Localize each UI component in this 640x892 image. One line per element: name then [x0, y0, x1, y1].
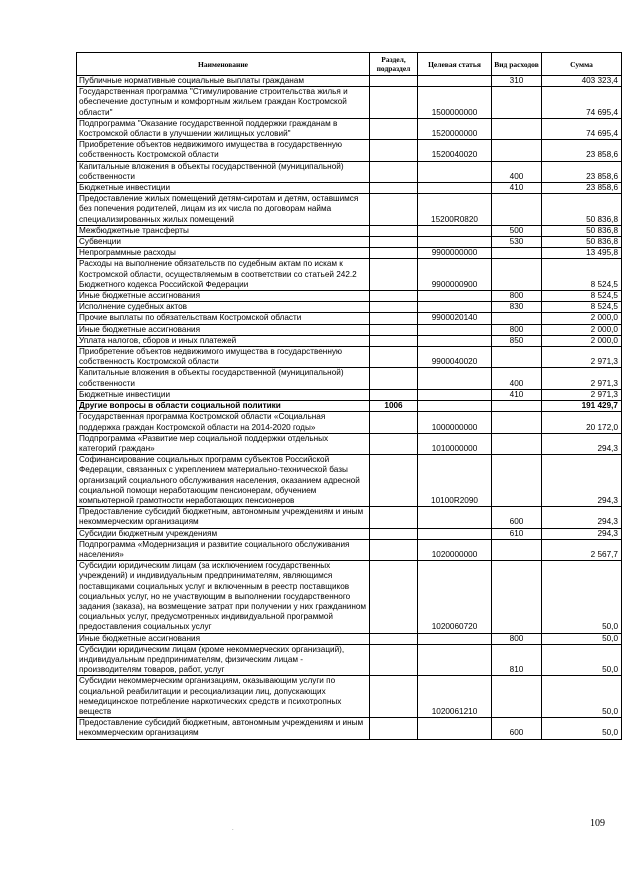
row-section	[370, 644, 418, 676]
row-name: Иные бюджетные ассигнования	[77, 324, 370, 335]
row-sum: 50,0	[542, 644, 622, 676]
table-row	[77, 87, 622, 119]
row-name: Расходы на выполнение обязательств по судебным актам по искам к Костромской области, осуществляемым в соответствии со статьей 242.2 Бюджетного кодекса Российской Федерации	[77, 259, 370, 291]
table-row	[77, 335, 622, 346]
row-section	[370, 455, 418, 507]
row-name: Субсидии некоммерческим организациям, оказывающим услуги по социальной реабилитации и ресоциализации лиц, допускающих немедицинское потребление наркотических средств и психотропных веществ	[77, 676, 370, 718]
table-row	[77, 291, 622, 302]
row-section	[370, 118, 418, 139]
table-row	[77, 248, 622, 259]
row-section	[370, 259, 418, 291]
row-kind: 400	[492, 161, 542, 182]
row-sum: 294,3	[542, 507, 622, 528]
row-kind: 400	[492, 368, 542, 389]
row-sum: 8 524,5	[542, 259, 622, 291]
row-section	[370, 194, 418, 226]
row-name: Приобретение объектов недвижимого имущества в государственную собственность Костромской области	[77, 347, 370, 368]
row-section	[370, 389, 418, 400]
row-target: 1520040020	[418, 140, 492, 161]
row-section	[370, 633, 418, 644]
row-name: Подпрограмма "Оказание государственной поддержки гражданам в Костромской области в улучшении жилищных условий"	[77, 118, 370, 139]
row-section	[370, 324, 418, 335]
row-target: 9900000900	[418, 259, 492, 291]
row-target: 1520000000	[418, 118, 492, 139]
row-section	[370, 225, 418, 236]
row-name: Подпрограмма «Развитие мер социальной поддержки отдельных категорий граждан»	[77, 433, 370, 454]
row-target	[418, 183, 492, 194]
row-kind: 800	[492, 291, 542, 302]
row-name: Приобретение объектов недвижимого имущества в государственную собственность Костромской области	[77, 140, 370, 161]
row-sum: 191 429,7	[542, 401, 622, 412]
row-target	[418, 335, 492, 346]
row-section	[370, 248, 418, 259]
table-row	[77, 183, 622, 194]
row-section	[370, 161, 418, 182]
table-row	[77, 433, 622, 454]
row-sum: 294,3	[542, 455, 622, 507]
table-row	[77, 194, 622, 226]
table-header-row	[77, 53, 622, 76]
row-name: Субсидии бюджетным учреждениям	[77, 528, 370, 539]
row-sum: 50 836,8	[542, 194, 622, 226]
row-name: Иные бюджетные ассигнования	[77, 291, 370, 302]
row-sum: 8 524,5	[542, 302, 622, 313]
row-sum: 50,0	[542, 561, 622, 633]
row-name: Бюджетные инвестиции	[77, 183, 370, 194]
row-kind: 800	[492, 633, 542, 644]
table-row	[77, 633, 622, 644]
row-name: Прочие выплаты по обязательствам Костромской области	[77, 313, 370, 324]
header-target: Целевая статья	[418, 53, 492, 76]
row-section	[370, 528, 418, 539]
table-body	[77, 76, 622, 740]
row-name: Непрограммные расходы	[77, 248, 370, 259]
row-section: 1006	[370, 401, 418, 412]
row-sum: 23 858,6	[542, 183, 622, 194]
row-kind	[492, 118, 542, 139]
row-name: Софинансирование социальных программ субъектов Российской Федерации, связанных с укреплением материально-технической базы организаций социального обслуживания населения, оказанием адресной социальной помощи неработающим пенсионерам, обучением компьютерной грамотности неработающих пенсионеров	[77, 455, 370, 507]
row-kind: 600	[492, 507, 542, 528]
row-sum: 294,3	[542, 433, 622, 454]
row-sum: 2 971,3	[542, 347, 622, 368]
table-row	[77, 302, 622, 313]
row-section	[370, 718, 418, 739]
row-target	[418, 389, 492, 400]
row-target	[418, 718, 492, 739]
budget-table	[76, 52, 622, 740]
row-section	[370, 539, 418, 560]
row-target: 1020061210	[418, 676, 492, 718]
table-row	[77, 140, 622, 161]
row-sum: 23 858,6	[542, 140, 622, 161]
row-kind: 600	[492, 718, 542, 739]
table-row	[77, 324, 622, 335]
row-kind	[492, 539, 542, 560]
table-row	[77, 161, 622, 182]
page-number: 109	[590, 818, 605, 829]
row-target: 1010000000	[418, 433, 492, 454]
row-sum: 74 695,4	[542, 87, 622, 119]
row-target: 15200R0820	[418, 194, 492, 226]
row-target	[418, 324, 492, 335]
row-target: 9900040020	[418, 347, 492, 368]
table-row	[77, 507, 622, 528]
row-section	[370, 183, 418, 194]
row-kind: 310	[492, 76, 542, 87]
row-name: Уплата налогов, сборов и иных платежей	[77, 335, 370, 346]
row-target: 1500000000	[418, 87, 492, 119]
row-sum: 2 000,0	[542, 324, 622, 335]
table-row	[77, 313, 622, 324]
row-target	[418, 302, 492, 313]
row-sum: 2 971,3	[542, 389, 622, 400]
row-section	[370, 412, 418, 433]
row-name: Предоставление жилых помещений детям-сиротам и детям, оставшимся без попечения родителей, лицам из их числа по договорам найма специализированных жилых помещений	[77, 194, 370, 226]
row-kind	[492, 401, 542, 412]
row-sum: 13 495,8	[542, 248, 622, 259]
header-name: Наименование	[77, 53, 370, 76]
table-row	[77, 118, 622, 139]
header-sum: Сумма	[542, 53, 622, 76]
row-target: 10100R2090	[418, 455, 492, 507]
row-kind: 830	[492, 302, 542, 313]
row-section	[370, 676, 418, 718]
row-name: Межбюджетные трансферты	[77, 225, 370, 236]
row-name: Капитальные вложения в объекты государственной (муниципальной) собственности	[77, 161, 370, 182]
table-row	[77, 389, 622, 400]
row-name: Предоставление субсидий бюджетным, автономным учреждениям и иным некоммерческим организациям	[77, 718, 370, 739]
row-sum: 50,0	[542, 676, 622, 718]
row-sum: 294,3	[542, 528, 622, 539]
table-row	[77, 718, 622, 739]
row-target	[418, 644, 492, 676]
table-row	[77, 412, 622, 433]
row-sum: 20 172,0	[542, 412, 622, 433]
row-kind: 500	[492, 225, 542, 236]
row-kind	[492, 347, 542, 368]
header-section: Раздел, подраздел	[370, 53, 418, 76]
row-target: 1000000000	[418, 412, 492, 433]
row-kind: 410	[492, 183, 542, 194]
table-row	[77, 259, 622, 291]
row-section	[370, 302, 418, 313]
row-sum: 50 836,8	[542, 237, 622, 248]
row-section	[370, 433, 418, 454]
row-name: Бюджетные инвестиции	[77, 389, 370, 400]
row-kind: 810	[492, 644, 542, 676]
row-name: Субсидии юридическим лицам (за исключением государственных учреждений) и индивидуальным предпринимателям, являющимся поставщиками социальных услуг и включенным в реестр поставщиков социальных услуг, но не участвующим в выполнении государственного задания (заказа), на возмещение затрат при получении у них гражданином социальных услуг, предусмотренных индивидуальной программой предоставления социальных услуг	[77, 561, 370, 633]
row-kind	[492, 194, 542, 226]
row-section	[370, 87, 418, 119]
row-target	[418, 633, 492, 644]
row-target: 1020060720	[418, 561, 492, 633]
row-kind	[492, 676, 542, 718]
row-name: Субвенции	[77, 237, 370, 248]
row-target	[418, 507, 492, 528]
row-target	[418, 225, 492, 236]
row-sum: 2 567,7	[542, 539, 622, 560]
row-section	[370, 237, 418, 248]
row-section	[370, 76, 418, 87]
table-row	[77, 225, 622, 236]
row-kind	[492, 87, 542, 119]
row-kind	[492, 259, 542, 291]
row-name: Капитальные вложения в объекты государственной (муниципальной) собственности	[77, 368, 370, 389]
row-target	[418, 368, 492, 389]
row-target	[418, 161, 492, 182]
row-name: Исполнение судебных актов	[77, 302, 370, 313]
row-kind	[492, 412, 542, 433]
table-row	[77, 528, 622, 539]
scan-speck: .	[232, 826, 234, 832]
row-kind	[492, 140, 542, 161]
row-kind	[492, 433, 542, 454]
row-target	[418, 291, 492, 302]
row-kind: 800	[492, 324, 542, 335]
row-section	[370, 368, 418, 389]
row-kind: 850	[492, 335, 542, 346]
row-sum: 50,0	[542, 718, 622, 739]
row-sum: 403 323,4	[542, 76, 622, 87]
row-target: 9900000000	[418, 248, 492, 259]
table-row	[77, 676, 622, 718]
row-section	[370, 291, 418, 302]
row-sum: 2 971,3	[542, 368, 622, 389]
table-row	[77, 76, 622, 87]
row-section	[370, 313, 418, 324]
table-row	[77, 368, 622, 389]
row-sum: 74 695,4	[542, 118, 622, 139]
row-target	[418, 401, 492, 412]
row-section	[370, 347, 418, 368]
row-sum: 2 000,0	[542, 313, 622, 324]
row-kind	[492, 248, 542, 259]
row-kind	[492, 313, 542, 324]
table-row	[77, 644, 622, 676]
row-name: Другие вопросы в области социальной политики	[77, 401, 370, 412]
row-section	[370, 335, 418, 346]
header-kind: Вид расходов	[492, 53, 542, 76]
table-row	[77, 455, 622, 507]
row-section	[370, 561, 418, 633]
row-target	[418, 237, 492, 248]
row-kind	[492, 561, 542, 633]
row-name: Иные бюджетные ассигнования	[77, 633, 370, 644]
row-name: Публичные нормативные социальные выплаты гражданам	[77, 76, 370, 87]
row-name: Предоставление субсидий бюджетным, автономным учреждениям и иным некоммерческим организациям	[77, 507, 370, 528]
row-sum: 2 000,0	[542, 335, 622, 346]
row-name: Подпрограмма «Модернизация и развитие социального обслуживания населения»	[77, 539, 370, 560]
row-kind: 530	[492, 237, 542, 248]
row-kind	[492, 455, 542, 507]
row-kind: 610	[492, 528, 542, 539]
row-sum: 8 524,5	[542, 291, 622, 302]
row-sum: 23 858,6	[542, 161, 622, 182]
row-section	[370, 140, 418, 161]
table-row	[77, 539, 622, 560]
row-sum: 50 836,8	[542, 225, 622, 236]
table-row	[77, 237, 622, 248]
row-kind: 410	[492, 389, 542, 400]
row-name: Государственная программа Костромской области «Социальная поддержка граждан Костромской области на 2014-2020 годы»	[77, 412, 370, 433]
row-target: 9900020140	[418, 313, 492, 324]
row-name: Государственная программа "Стимулирование строительства жилья и обеспечение доступным и комфортным жильем граждан Костромской области"	[77, 87, 370, 119]
table-row	[77, 347, 622, 368]
table-row	[77, 561, 622, 633]
row-target	[418, 76, 492, 87]
row-target: 1020000000	[418, 539, 492, 560]
table-row	[77, 401, 622, 412]
row-target	[418, 528, 492, 539]
row-sum: 50,0	[542, 633, 622, 644]
row-section	[370, 507, 418, 528]
row-name: Субсидии юридическим лицам (кроме некоммерческих организаций), индивидуальным предпринимателям, физическим лицам - производителям товаров, работ, услуг	[77, 644, 370, 676]
